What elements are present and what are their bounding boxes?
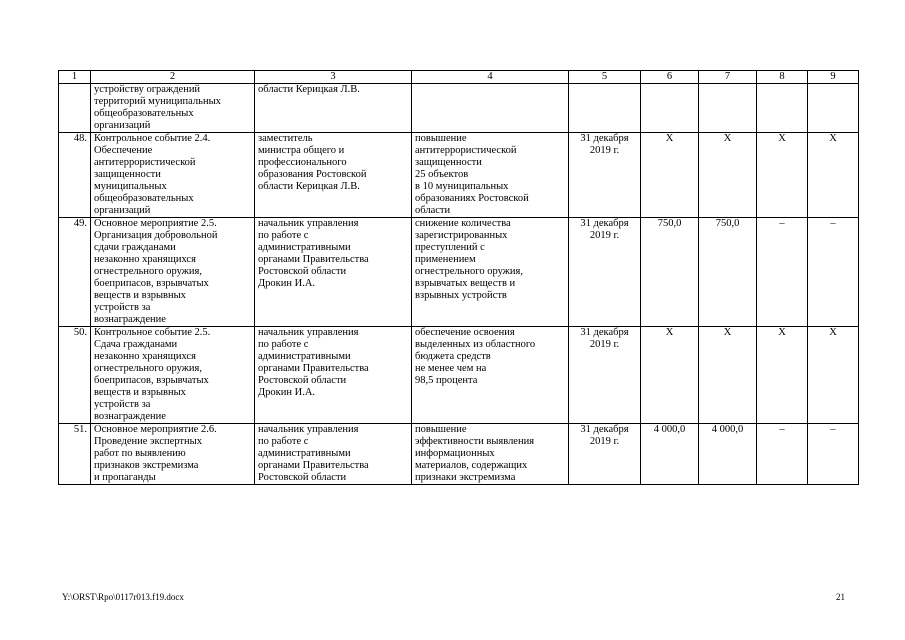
column-header: 3 — [255, 71, 412, 84]
responsible-person-line: Ростовской области — [258, 266, 347, 277]
table-row — [59, 327, 859, 424]
expected-result-line: 25 объектов — [415, 169, 469, 180]
deadline-date-line: 2019 г. — [589, 145, 620, 156]
column-header: 6 — [641, 71, 699, 84]
expected-result-line: применением — [415, 254, 476, 265]
expected-result-line: эффективности выявления — [415, 436, 535, 447]
expected-result — [412, 218, 569, 327]
column-header: 9 — [808, 71, 859, 84]
row-number: 48. — [59, 133, 91, 218]
activity-name-line: признаков экстремизма — [94, 460, 199, 471]
row-number: 50. — [59, 327, 91, 424]
deadline-date-line: 31 декабря — [580, 327, 629, 338]
expected-result-line: признаки экстремизма — [415, 472, 516, 483]
table-body — [59, 84, 859, 485]
responsible-person-line: по работе с — [258, 436, 309, 447]
activity-name-line: Проведение экспертных — [94, 436, 202, 447]
expected-result-line: информационных — [415, 448, 495, 459]
responsible-person-line: административными — [258, 242, 351, 253]
column-header: 7 — [699, 71, 757, 84]
plan-table — [58, 70, 859, 485]
value-col7: Х — [699, 327, 757, 424]
activity-name-line: Обеспечение — [94, 145, 153, 156]
table-row — [59, 218, 859, 327]
responsible-person-line: заместитель — [258, 133, 313, 144]
header-row — [59, 71, 859, 84]
column-header: 4 — [412, 71, 569, 84]
activity-name-line: и пропаганды — [94, 472, 156, 483]
expected-result — [412, 84, 569, 133]
responsible-person — [255, 84, 412, 133]
responsible-person-line: начальник управления — [258, 218, 359, 229]
value-col7: 4 000,0 — [699, 424, 757, 485]
expected-result-line: образованиях Ростовской — [415, 193, 529, 204]
deadline-date — [569, 424, 641, 485]
value-col7: Х — [699, 133, 757, 218]
activity-name-line: работ по выявлению — [94, 448, 186, 459]
activity-name-line: Организация добровольной — [94, 230, 218, 241]
responsible-person-line: административными — [258, 448, 351, 459]
expected-result-line: в 10 муниципальных — [415, 181, 509, 192]
responsible-person-line: Ростовской области — [258, 472, 347, 483]
responsible-person-line: области Керицкая Л.В. — [258, 84, 360, 95]
activity-name-line: устройств за — [94, 399, 151, 410]
activity-name-line: защищенности — [94, 169, 161, 180]
deadline-date-line: 31 декабря — [580, 218, 629, 229]
responsible-person — [255, 327, 412, 424]
activity-name — [91, 218, 255, 327]
responsible-person-line: Дрокин И.А. — [258, 387, 316, 398]
activity-name-line: веществ и взрывных — [94, 387, 186, 398]
expected-result-line: взрывчатых веществ и — [415, 278, 516, 289]
activity-name-line: сдачи гражданами — [94, 242, 176, 253]
expected-result-line: снижение количества — [415, 218, 511, 229]
responsible-person-line: Ростовской области — [258, 375, 347, 386]
expected-result-line: огнестрельного оружия, — [415, 266, 524, 277]
expected-result-line: повышение — [415, 133, 467, 144]
value-col6: Х — [641, 327, 699, 424]
activity-name-line: огнестрельного оружия, — [94, 363, 203, 374]
responsible-person-line: министра общего и — [258, 145, 345, 156]
column-header: 2 — [91, 71, 255, 84]
activity-name-line: устройству ограждений — [94, 84, 201, 95]
activity-name — [91, 133, 255, 218]
deadline-date — [569, 84, 641, 133]
responsible-person-line: органами Правительства — [258, 363, 369, 374]
value-col7 — [699, 84, 757, 133]
expected-result — [412, 327, 569, 424]
activity-name-line: веществ и взрывных — [94, 290, 186, 301]
table-row — [59, 84, 859, 133]
activity-name-line: боеприпасов, взрывчатых — [94, 278, 209, 289]
deadline-date-line: 31 декабря — [580, 424, 629, 435]
responsible-person-line: начальник управления — [258, 424, 359, 435]
expected-result-line: антитеррористической — [415, 145, 517, 156]
activity-name-line: Контрольное событие 2.5. — [94, 327, 211, 338]
responsible-person-line: по работе с — [258, 230, 309, 241]
deadline-date — [569, 218, 641, 327]
deadline-date — [569, 133, 641, 218]
activity-name-line: территорий муниципальных — [94, 96, 221, 107]
table-row — [59, 133, 859, 218]
expected-result-line: 98,5 процента — [415, 375, 478, 386]
activity-name-line: незаконно хранящихся — [94, 254, 196, 265]
table-row — [59, 424, 859, 485]
activity-name — [91, 84, 255, 133]
responsible-person-line: органами Правительства — [258, 254, 369, 265]
activity-name-line: Сдача гражданами — [94, 339, 178, 350]
activity-name-line: Контрольное событие 2.4. — [94, 133, 211, 144]
deadline-date — [569, 327, 641, 424]
responsible-person-line: Дрокин И.А. — [258, 278, 316, 289]
value-col9: Х — [808, 327, 859, 424]
value-col8: Х — [757, 327, 808, 424]
activity-name-line: вознаграждение — [94, 411, 166, 422]
responsible-person — [255, 424, 412, 485]
expected-result-line: взрывных устройств — [415, 290, 507, 301]
expected-result-line: бюджета средств — [415, 351, 491, 362]
responsible-person-line: образования Ростовской — [258, 169, 367, 180]
responsible-person-line: профессионального — [258, 157, 347, 168]
activity-name-line: боеприпасов, взрывчатых — [94, 375, 209, 386]
activity-name-line: незаконно хранящихся — [94, 351, 196, 362]
activity-name-line: антитеррористической — [94, 157, 196, 168]
value-col8: – — [757, 424, 808, 485]
responsible-person-line: начальник управления — [258, 327, 359, 338]
row-number: 51. — [59, 424, 91, 485]
value-col6: Х — [641, 133, 699, 218]
deadline-date-line: 31 декабря — [580, 133, 629, 144]
expected-result-line: преступлений с — [415, 242, 485, 253]
activity-name — [91, 327, 255, 424]
value-col9: – — [808, 424, 859, 485]
expected-result — [412, 424, 569, 485]
deadline-date-line: 2019 г. — [589, 230, 620, 241]
column-header: 5 — [569, 71, 641, 84]
activity-name-line: Основное мероприятие 2.5. — [94, 218, 217, 229]
responsible-person-line: по работе с — [258, 339, 309, 350]
deadline-date-line: 2019 г. — [589, 436, 620, 447]
page-number: 21 — [836, 592, 845, 602]
expected-result — [412, 133, 569, 218]
expected-result-line: не менее чем на — [415, 363, 487, 374]
row-number: 49. — [59, 218, 91, 327]
value-col9 — [808, 84, 859, 133]
value-col8: – — [757, 218, 808, 327]
expected-result-line: выделенных из областного — [415, 339, 536, 350]
activity-name — [91, 424, 255, 485]
deadline-date-line: 2019 г. — [589, 339, 620, 350]
activity-name-line: организаций — [94, 120, 151, 131]
activity-name-line: муниципальных — [94, 181, 167, 192]
expected-result-line: обеспечение освоения — [415, 327, 515, 338]
activity-name-line: организаций — [94, 205, 151, 216]
responsible-person-line: административными — [258, 351, 351, 362]
column-header: 8 — [757, 71, 808, 84]
value-col8 — [757, 84, 808, 133]
row-number — [59, 84, 91, 133]
activity-name-line: Основное мероприятие 2.6. — [94, 424, 217, 435]
activity-name-line: вознаграждение — [94, 314, 166, 325]
column-header: 1 — [59, 71, 91, 84]
activity-name-line: огнестрельного оружия, — [94, 266, 203, 277]
value-col6: 750,0 — [641, 218, 699, 327]
responsible-person-line: области Керицкая Л.В. — [258, 181, 360, 192]
responsible-person-line: органами Правительства — [258, 460, 369, 471]
expected-result-line: защищенности — [415, 157, 482, 168]
responsible-person — [255, 218, 412, 327]
expected-result-line: материалов, содержащих — [415, 460, 528, 471]
value-col9: Х — [808, 133, 859, 218]
value-col8: Х — [757, 133, 808, 218]
activity-name-line: устройств за — [94, 302, 151, 313]
value-col6 — [641, 84, 699, 133]
footer-file-path: Y:\ORST\Rpo\0117r013.f19.docx — [62, 592, 184, 602]
expected-result-line: зарегистрированных — [415, 230, 508, 241]
activity-name-line: общеобразовательных — [94, 193, 194, 204]
responsible-person — [255, 133, 412, 218]
expected-result-line: повышение — [415, 424, 467, 435]
activity-name-line: общеобразовательных — [94, 108, 194, 119]
value-col6: 4 000,0 — [641, 424, 699, 485]
value-col9: – — [808, 218, 859, 327]
expected-result-line: области — [415, 205, 451, 216]
value-col7: 750,0 — [699, 218, 757, 327]
